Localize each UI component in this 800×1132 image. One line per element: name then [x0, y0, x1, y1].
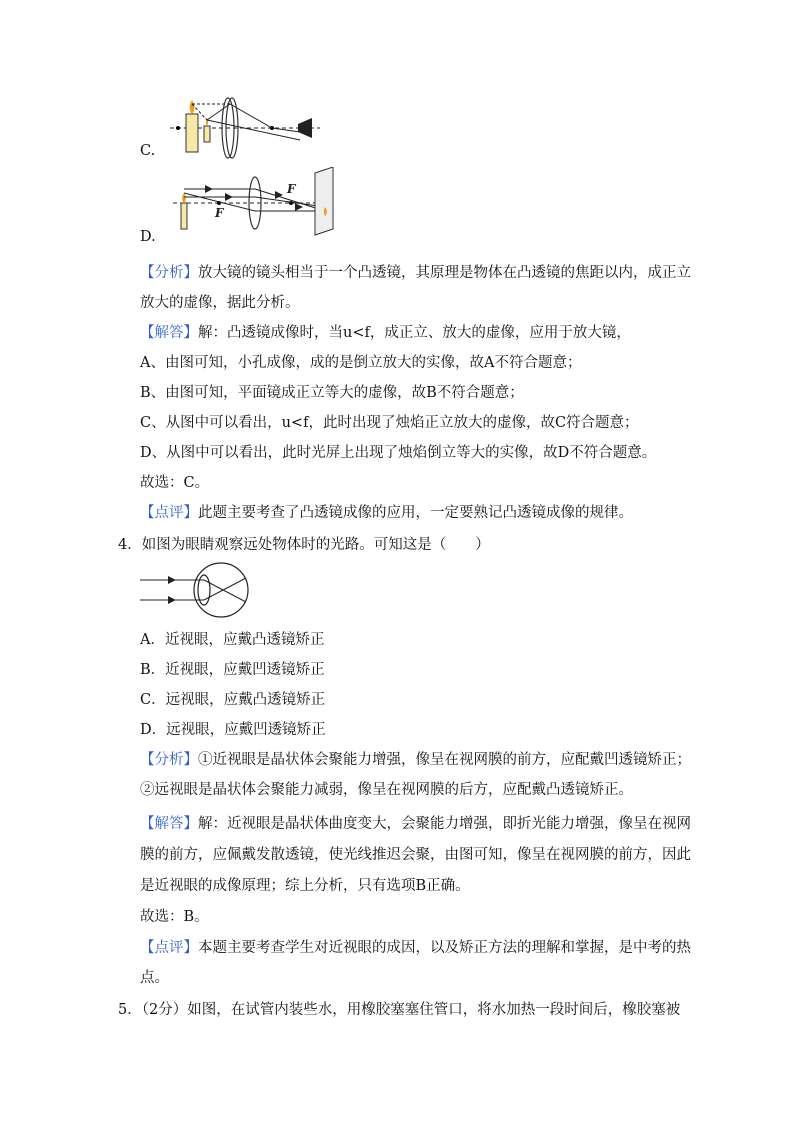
figure-c	[160, 92, 330, 162]
candle-screen-diagram	[165, 167, 345, 237]
q4-option-c: C．远视眼，应戴凸透镜矫正	[140, 692, 326, 708]
q4-option-b: B．近视眼，应戴凹透镜矫正	[140, 662, 325, 678]
q4-stem: 4．如图为眼睛观察远处物体时的光路。可知这是（ ）	[118, 537, 490, 553]
q4-answer-line-2: 膜的前方，应佩戴发散透镜，使光线推迟会聚，由图可知，像呈在视网膜的前方，因此	[140, 847, 691, 863]
q3-answer-line-1: 【解答】解：凸透镜成像时，当u<f，成正立、放大的虚像，应用于放大镜，	[140, 325, 631, 341]
answer-tag: 【解答】	[140, 816, 198, 832]
q3-answer-d: D、从图中可以看出，此时光屏上出现了烛焰倒立等大的实像，故D不符合题意。	[140, 445, 657, 461]
q4-analysis-line-2: ②远视眼是晶状体会聚能力减弱，像呈在视网膜的后方，应配戴凸透镜矫正。	[140, 782, 633, 798]
figure-d-label: D.	[140, 229, 156, 245]
q4-comment-line-1: 【点评】本题主要考查学生对近视眼的成因，以及矫正方法的理解和掌握，是中考的热	[140, 940, 691, 956]
q4-option-d: D．远视眼，应戴凹透镜矫正	[140, 722, 326, 738]
eye-diagram	[138, 560, 258, 620]
q3-answer-a: A、由图可知，小孔成像，成的是倒立放大的实像，故A不符合题意；	[140, 355, 582, 371]
q3-analysis-line-2: 放大的虚像，据此分析。	[140, 295, 300, 311]
comment-tag: 【点评】	[140, 505, 198, 521]
q4-comment-line-2: 点。	[140, 970, 169, 986]
q5-stem: 5．（2分）如图，在试管内装些水，用橡胶塞塞住管口，将水加热一段时间后，橡胶塞被	[118, 1002, 681, 1018]
focal-label-left: F	[215, 206, 224, 220]
answer-tag: 【解答】	[140, 325, 198, 341]
q3-answer-b: B、由图可知，平面镜成正立等大的虚像，故B不符合题意；	[140, 385, 524, 401]
myopia-eye-diagram	[138, 560, 258, 620]
comment-tag: 【点评】	[140, 940, 198, 956]
q4-choice: 故选：B。	[140, 909, 209, 925]
analysis-tag: 【分析】	[140, 265, 198, 281]
candle-magnifier-diagram	[160, 92, 330, 162]
focal-label-right: F	[287, 182, 296, 196]
q3-answer-c: C、从图中可以看出，u<f，此时出现了烛焰正立放大的虚像，故C符合题意；	[140, 415, 639, 431]
figure-d	[165, 167, 345, 237]
q4-answer-line-1: 【解答】解：近视眼是晶状体曲度变大，会聚能力增强，即折光能力增强，像呈在视网	[140, 816, 691, 832]
figure-c-label: C.	[140, 143, 156, 159]
q3-analysis-line-1: 【分析】放大镜的镜头相当于一个凸透镜，其原理是物体在凸透镜的焦距以内，成正立	[140, 265, 691, 281]
analysis-tag: 【分析】	[140, 752, 198, 768]
q4-answer-line-3: 是近视眼的成像原理；综上分析，只有选项B正确。	[140, 878, 470, 894]
q3-comment: 【点评】此题主要考查了凸透镜成像的应用，一定要熟记凸透镜成像的规律。	[140, 505, 633, 521]
q4-analysis-line-1: 【分析】①近视眼是晶状体会聚能力增强，像呈在视网膜的前方，应配戴凹透镜矫正；	[140, 752, 691, 768]
q4-option-a: A．近视眼，应戴凸透镜矫正	[140, 632, 325, 648]
q3-choice: 故选：C。	[140, 475, 210, 491]
